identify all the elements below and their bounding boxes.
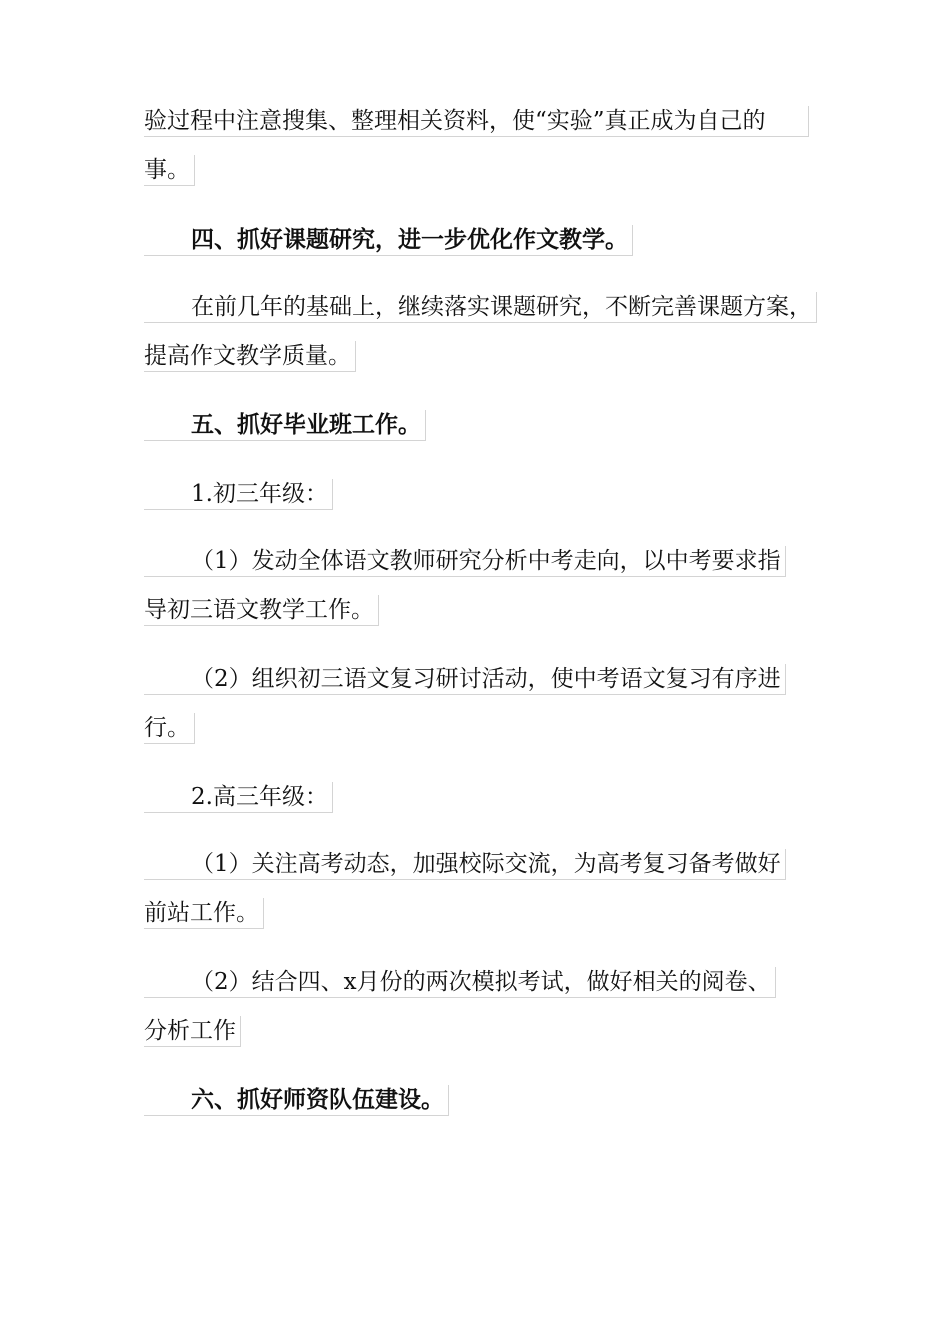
paragraph-line: 导初三语文教学工作。 bbox=[144, 595, 379, 626]
paragraph-line: 验过程中注意搜集、整理相关资料，使“实验”真正成为自己的 bbox=[144, 106, 809, 137]
section-heading: 五、抓好毕业班工作。 bbox=[144, 410, 426, 441]
paragraph-line: （1）发动全体语文教师研究分析中考走向，以中考要求指 bbox=[144, 546, 786, 577]
paragraph-line: 事。 bbox=[144, 155, 195, 186]
paragraph-line: （1）关注高考动态，加强校际交流，为高考复习备考做好 bbox=[144, 849, 786, 880]
paragraph-line: 前站工作。 bbox=[144, 898, 264, 929]
paragraph-line: 行。 bbox=[144, 713, 195, 744]
paragraph-line: （2）结合四、x月份的两次模拟考试，做好相关的阅卷、 bbox=[144, 967, 776, 998]
section-heading: 六、抓好师资队伍建设。 bbox=[144, 1085, 449, 1116]
paragraph-line: 提高作文教学质量。 bbox=[144, 341, 356, 372]
subsection-heading: 2.高三年级： bbox=[144, 782, 333, 813]
paragraph-line: 在前几年的基础上，继续落实课题研究，不断完善课题方案， bbox=[144, 292, 817, 323]
section-heading: 四、抓好课题研究，进一步优化作文教学。 bbox=[144, 225, 633, 256]
subsection-heading: 1.初三年级： bbox=[144, 479, 333, 510]
paragraph-line: （2）组织初三语文复习研讨活动，使中考语文复习有序进 bbox=[144, 664, 786, 695]
paragraph-line: 分析工作 bbox=[144, 1016, 241, 1047]
